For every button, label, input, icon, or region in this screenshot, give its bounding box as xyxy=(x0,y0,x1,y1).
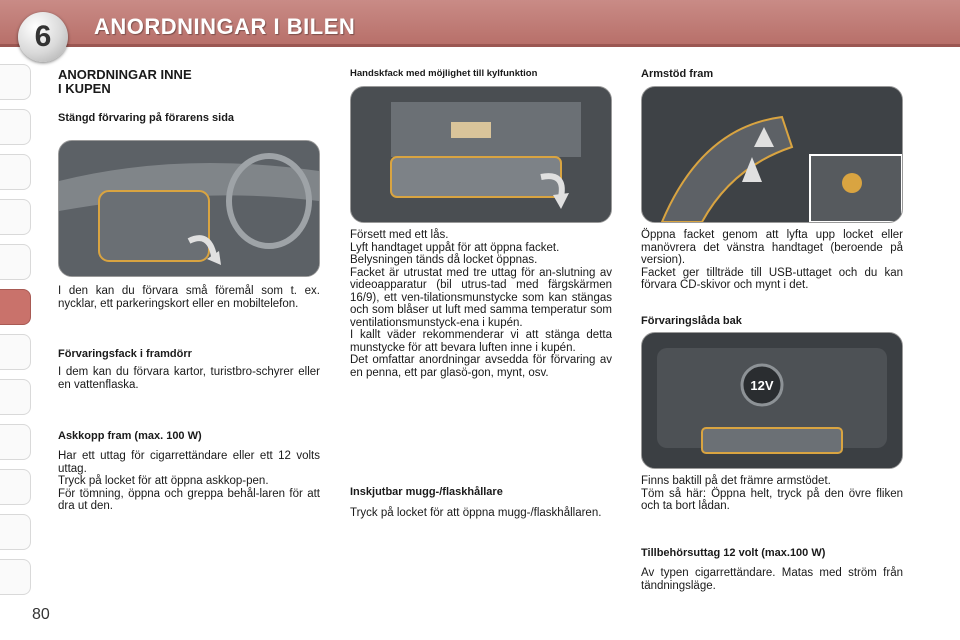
chapter-tab[interactable] xyxy=(0,379,31,415)
section-title: ANORDNINGAR INNE I KUPEN xyxy=(58,67,192,96)
armrest-image xyxy=(641,86,903,223)
chapter-tab[interactable] xyxy=(0,244,31,280)
chapter-tab[interactable] xyxy=(0,109,31,145)
rear-box-heading: Förvaringslåda bak xyxy=(641,315,742,327)
driver-storage-image xyxy=(58,140,320,277)
rear-box-illustration xyxy=(642,333,902,468)
armrest-heading: Armstöd fram xyxy=(641,68,714,80)
rear-box-text: Finns baktill på det främre armstödet. Töm så här: Öppna helt, tryck på den övre fliken och ta bort lådan. xyxy=(641,475,903,512)
chapter-tabs xyxy=(0,64,34,604)
ashtray-text: Har ett uttag för cigarrettändare eller ett 12 volts uttag. Tryck på locket för att öppna askkop-pen. För tömning, öppna och greppa behål-laren för att dra ut den. xyxy=(58,450,320,512)
glovebox-heading: Handskfack med möjlighet till kylfunktion xyxy=(350,68,538,79)
driver-storage-text: I den kan du förvara små föremål som t. ex. nycklar, ett parkeringskort eller en mobiltelefon. xyxy=(58,285,320,310)
glovebox-illustration xyxy=(351,87,611,222)
page-number: 80 xyxy=(32,606,50,623)
accessory-socket-heading: Tillbehörsuttag 12 volt (max.100 W) xyxy=(641,547,826,559)
chapter-tab[interactable] xyxy=(0,469,31,505)
chapter-tab[interactable] xyxy=(0,559,31,595)
cupholder-text: Tryck på locket för att öppna mugg-/flaskhållaren. xyxy=(350,507,602,519)
socket-label: 12V xyxy=(750,378,774,393)
glovebox-image xyxy=(350,86,612,223)
accessory-socket-text: Av typen cigarrettändare. Matas med ström från tändningsläge. xyxy=(641,567,903,592)
door-pocket-text: I dem kan du förvara kartor, turistbro-schyrer eller en vattenflaska. xyxy=(58,366,320,391)
chapter-tab[interactable] xyxy=(0,334,31,370)
chapter-tab[interactable] xyxy=(0,154,31,190)
rear-box-image xyxy=(641,332,903,469)
chapter-tab-active[interactable] xyxy=(0,289,31,325)
chapter-tab[interactable] xyxy=(0,424,31,460)
door-pocket-heading: Förvaringsfack i framdörr xyxy=(58,348,192,360)
driver-storage-illustration xyxy=(59,141,319,276)
chapter-tab[interactable] xyxy=(0,199,31,235)
armrest-illustration xyxy=(642,87,902,222)
chapter-number-badge: 6 xyxy=(18,12,68,62)
chapter-tab[interactable] xyxy=(0,64,31,100)
glovebox-text: Försett med ett lås. Lyft handtaget uppåt för att öppna facket. Belysningen tänds då locket öppnas. Facket är utrustat med tre uttag för an-slutning av videoapparatur (bil utrus-tad med färgskärmen 16/9), ett ven-tilationsmunstycke som kan stängas och som blåser ut luft med samma temperatur som ventilationsmunstyck-ena i kupén. I kallt väder rekommenderar vi att stänga detta munstycke för att bevara luften inne i kupén. Det omfattar anordningar avsedda för förvaring av en penna, ett par glasö-gon, mynt, osv. xyxy=(350,229,612,379)
cupholder-heading: Inskjutbar mugg-/flaskhållare xyxy=(350,486,503,498)
ashtray-heading: Askkopp fram (max. 100 W) xyxy=(58,430,202,442)
driver-storage-heading: Stängd förvaring på förarens sida xyxy=(58,112,235,124)
armrest-text: Öppna facket genom att lyfta upp locket eller manövrera det vänstra handtaget (beroende på version). Facket ger tillträde till USB-uttaget och du kan förvara CD-skivor och mynt i det. xyxy=(641,229,903,291)
page-header xyxy=(0,0,960,47)
chapter-tab[interactable] xyxy=(0,514,31,550)
chapter-title: ANORDNINGAR I BILEN xyxy=(94,14,356,39)
